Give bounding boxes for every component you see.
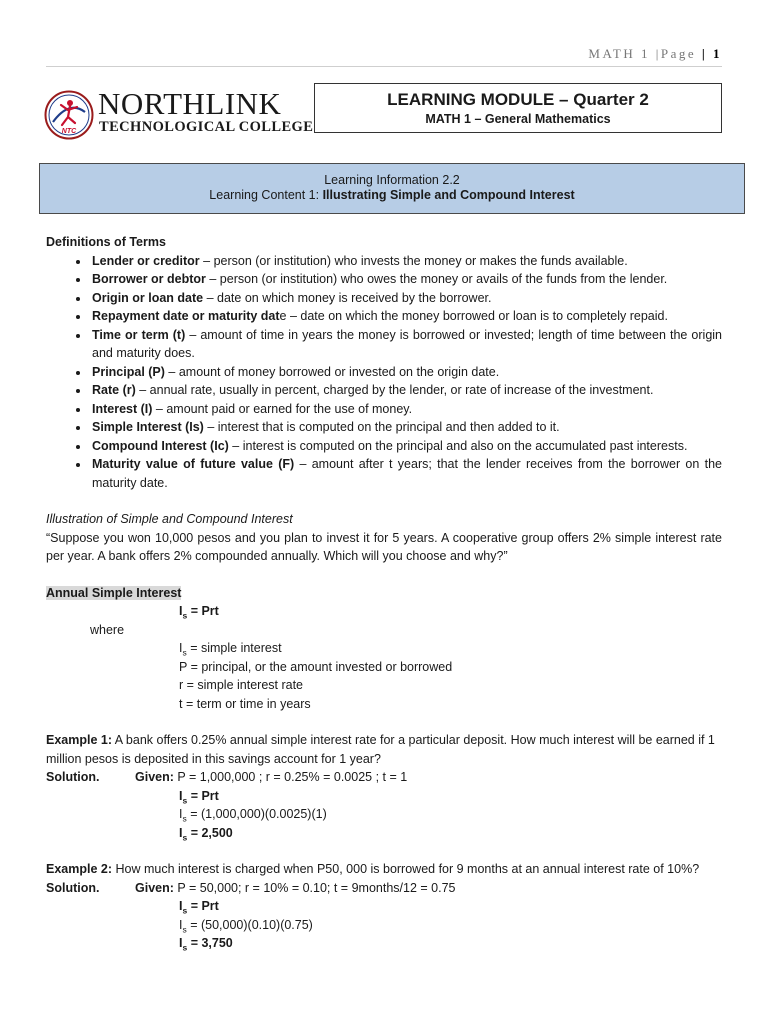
definition-item <box>90 289 722 308</box>
seal-text: NTC <box>61 128 77 135</box>
example-given <box>46 768 722 787</box>
example-label: Example 2: <box>46 862 113 876</box>
learning-content-line <box>40 188 744 202</box>
step-text: = (50,000)(0.10)(0.75) <box>186 917 313 932</box>
simple-interest-formula: $I_s$ = Prt <box>179 604 219 621</box>
given-label: Given: <box>135 770 174 784</box>
definition-text: – interest is computed on the principal and also on the accumulated past interests. <box>228 438 688 453</box>
variable-definition: P = principal, or the amount invested or borrowed <box>179 659 453 674</box>
solution-step: $I_s = (50,000)(0.10)(0.75)$ <box>179 917 313 934</box>
definition-term: Interest (I) <box>92 401 153 416</box>
module-title-box <box>314 83 722 133</box>
variable-definition: t = term or time in years <box>179 696 311 711</box>
definition-term: Rate (r) <box>92 383 136 397</box>
var-is: = simple interest <box>186 641 282 655</box>
module-content <box>46 233 722 953</box>
college-name: NORTHLINK <box>98 86 282 121</box>
college-subtitle: TECHNOLOGICAL COLLEGE <box>99 119 314 135</box>
illustration-heading: Illustration of Simple and Compound Interest <box>46 512 293 526</box>
definition-term: Maturity value of future value (F) <box>92 457 295 471</box>
solution-step: $I_s$ = Prt <box>179 899 219 916</box>
solution-answer: $I_s = 3,750$ <box>179 936 233 953</box>
learning-content-title: Illustrating Simple and Compound Interest <box>322 188 575 202</box>
solution-step: $I_s = (1,000,000)(0.0025)(1)$ <box>179 807 327 824</box>
step-text: = Prt <box>187 899 219 913</box>
definition-text: – amount of money borrowed or invested on the origin date. <box>164 364 500 379</box>
example-given <box>46 879 722 898</box>
answer-text: = 2,500 <box>187 825 233 840</box>
variable-definition: $I_s$ = simple interest <box>179 641 282 658</box>
formula-rhs: = Prt <box>187 604 219 618</box>
solution-step: $I_s$ = Prt <box>179 788 219 805</box>
example-question <box>46 731 722 768</box>
definition-item <box>90 400 722 419</box>
definitions-list <box>46 252 722 493</box>
module-subtitle: MATH 1 – General Mathematics <box>425 112 611 126</box>
definition-item <box>90 270 722 289</box>
example-label: Example 1: <box>46 733 113 747</box>
header-page-label: Page <box>660 46 697 61</box>
example-1 <box>46 731 722 842</box>
given-values: P = 1,000,000 ; r = 0.25% = 0.0025 ; t = 1 <box>173 770 408 784</box>
definition-text: – person (or institution) who owes the money or avails of the funds from the lender. <box>205 272 668 286</box>
definition-text: – annual rate, usually in percent, charged by the lender, or rate of increase of the investment. <box>135 383 654 397</box>
illustration-quote: “Suppose you won 10,000 pesos and you plan to invest it for 5 years. A cooperative group offers 2% simple interest rate per year. A bank offers 2% compounded annually. Which will you choose and why?” <box>46 530 722 563</box>
header-subject: MATH 1 <box>588 46 650 61</box>
example-question-text: How much interest is charged when P50, 000 is borrowed for 9 months at an annual interest rate of 10%? <box>112 862 700 876</box>
definition-item <box>90 455 722 492</box>
definition-text: – amount paid or earned for the use of money. <box>152 401 413 416</box>
definition-term: Lender or creditor <box>92 253 200 268</box>
solution-label: Solution. <box>46 880 100 895</box>
definition-text: – amount of time in years the money is borrowed or invested; length of time between the origin and maturity does. <box>92 327 722 360</box>
definition-text: – person (or institution) who invests the money or makes the funds available. <box>199 253 628 268</box>
solution-label: Solution. <box>46 770 100 784</box>
definition-item <box>90 437 722 456</box>
definition-item <box>90 381 722 400</box>
college-seal-icon <box>44 90 94 140</box>
given-label: Given: <box>135 880 174 895</box>
definition-term: Time or term (t) <box>92 327 186 342</box>
definition-text: – interest that is computed on the principal and then added to it. <box>203 420 560 434</box>
answer-text: = 3,750 <box>187 936 233 950</box>
definitions-heading: Definitions of Terms <box>46 235 166 249</box>
example-2 <box>46 860 722 953</box>
simple-interest-heading: Annual Simple Interest <box>46 585 182 600</box>
definition-item <box>90 252 722 271</box>
definition-term: Borrower or debtor <box>92 272 206 286</box>
definition-term: Compound Interest (Ic) <box>92 438 229 453</box>
learning-content-prefix: Learning Content 1: <box>209 188 323 202</box>
page-header: MATH 1 |Page | 1 <box>588 46 722 61</box>
learning-info-box <box>39 163 745 214</box>
step-text: = (1,000,000)(0.0025)(1) <box>186 807 327 821</box>
definition-item <box>90 326 722 363</box>
example-question <box>46 860 722 879</box>
header-rule <box>46 66 722 67</box>
college-logo <box>44 86 314 144</box>
module-title: LEARNING MODULE – Quarter 2 <box>387 90 649 109</box>
definition-text: – date on which money is received by the borrower. <box>203 290 492 305</box>
given-values: P = 50,000; r = 10% = 0.10; t = 9months/12 = 0.75 <box>173 880 456 895</box>
step-text: = Prt <box>187 788 219 803</box>
definition-item <box>90 363 722 382</box>
example-question-text: A bank offers 0.25% annual simple interest rate for a particular deposit. How much interest will be earned if 1 million pesos is deposited in this savings account for 1 year? <box>46 733 715 766</box>
definition-item <box>90 418 722 437</box>
definition-text: – amount after t years; that the lender receives from the borrower on the maturity date. <box>92 457 722 490</box>
definition-term: Repayment date or maturity dat <box>92 309 280 323</box>
solution-answer: $I_s = 2,500$ <box>179 825 233 842</box>
definition-item <box>90 307 722 326</box>
definition-term: Simple Interest (Is) <box>92 420 204 434</box>
where-label: where <box>90 622 125 637</box>
definition-term: Principal (P) <box>92 364 165 379</box>
learning-info-line: Learning Information 2.2 <box>324 173 460 187</box>
variable-definition: r = simple interest rate <box>179 678 304 692</box>
definition-text: e – date on which the money borrowed or loan is to completely repaid. <box>279 309 668 323</box>
page-number: 1 <box>713 46 722 61</box>
definition-term: Origin or loan date <box>92 290 204 305</box>
